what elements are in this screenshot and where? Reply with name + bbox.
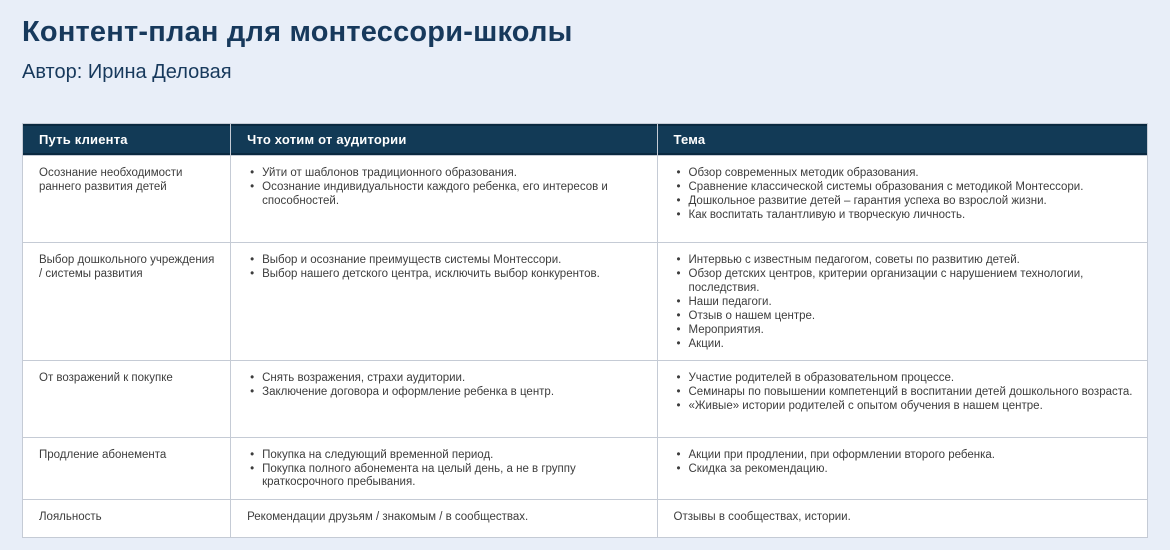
table-row	[23, 437, 1148, 499]
table-row	[23, 156, 1148, 243]
table-row	[23, 243, 1148, 361]
bullet-icon: •	[250, 254, 255, 266]
bullet-text: Покупка на следующий временной период.	[262, 448, 494, 461]
bullet-icon: •	[250, 268, 255, 280]
bullet-item	[247, 463, 642, 490]
bullet-icon: •	[676, 254, 681, 266]
bullet-icon: •	[676, 309, 681, 322]
bullet-item	[674, 181, 1134, 195]
cell-client-path: От возражений к покупке	[23, 360, 231, 437]
table-body	[23, 156, 1148, 538]
table-row	[23, 499, 1148, 537]
content-plan-table	[22, 123, 1148, 538]
bullet-text: Выбор нашего детского центра, исключить выбор конкурентов.	[262, 268, 600, 280]
bullet-icon: •	[676, 371, 681, 384]
plain-text: Рекомендации друзьям / знакомым / в сообществах.	[247, 510, 529, 523]
column-header-audience-goal: Что хотим от аудитории	[231, 124, 657, 156]
bullet-item	[247, 372, 642, 386]
bullet-text: Скидка за рекомендацию.	[688, 462, 828, 475]
bullet-icon: •	[676, 399, 681, 412]
page-title: Контент-план для монтессори-школы	[22, 16, 573, 48]
cell-audience-goal	[231, 156, 657, 243]
bullet-text: Как воспитать талантливую и творческую личность.	[688, 209, 966, 221]
cell-audience-goal	[231, 360, 657, 437]
bullet-text: Снять возражения, страхи аудитории.	[262, 371, 466, 384]
bullet-item	[247, 254, 642, 268]
bullet-icon: •	[676, 167, 681, 179]
table-row	[23, 360, 1148, 437]
bullet-item	[247, 449, 642, 463]
bullet-icon: •	[676, 295, 681, 308]
bullet-item	[674, 254, 1134, 268]
bullet-icon: •	[250, 462, 255, 475]
bullet-text: Уйти от шаблонов традиционного образования.	[262, 167, 517, 179]
bullet-text: Мероприятия.	[688, 323, 764, 336]
bullet-text: Покупка полного абонемента на целый день, а не в группу краткосрочного пребывания.	[262, 462, 576, 488]
bullet-icon: •	[676, 181, 681, 193]
column-header-client-path: Путь клиента	[23, 124, 231, 156]
table-header	[23, 124, 1148, 156]
bullet-icon: •	[250, 385, 255, 398]
bullet-text: Дошкольное развитие детей – гарантия успеха во взрослой жизни.	[688, 195, 1047, 207]
bullet-text: Семинары по повышении компетенций в воспитании детей дошкольного возраста.	[688, 385, 1133, 398]
bullet-item	[674, 338, 1134, 352]
cell-audience-goal	[231, 243, 657, 361]
bullet-text: Заключение договора и оформление ребенка в центр.	[262, 385, 555, 398]
bullet-item	[674, 324, 1134, 338]
bullet-text: Обзор детских центров, критерии организации с нарушением технологии, последствия.	[688, 268, 1084, 294]
bullet-item	[674, 268, 1134, 295]
bullet-text: Акции.	[688, 337, 724, 350]
cell-client-path: Продление абонемента	[23, 437, 231, 499]
bullet-icon: •	[676, 209, 681, 221]
cell-audience-goal	[231, 499, 657, 537]
page-subtitle: Автор: Ирина Деловая	[22, 61, 232, 83]
bullet-icon: •	[250, 167, 255, 179]
bullet-icon: •	[250, 448, 255, 461]
bullet-icon: •	[676, 268, 681, 280]
bullet-icon: •	[250, 371, 255, 384]
bullet-text: Наши педагоги.	[688, 295, 772, 308]
bullet-icon: •	[250, 181, 255, 193]
bullet-text: Осознание индивидуальности каждого ребенка, его интересов и способностей.	[262, 181, 608, 207]
bullet-icon: •	[676, 195, 681, 207]
cell-audience-goal	[231, 437, 657, 499]
bullet-text: Интервью с известным педагогом, советы по развитию детей.	[688, 254, 1020, 266]
bullet-text: Акции при продлении, при оформлении второго ребенка.	[688, 448, 995, 461]
bullet-text: Сравнение классической системы образования с методикой Монтессори.	[688, 181, 1084, 193]
bullet-item	[247, 386, 642, 400]
bullet-item	[674, 400, 1134, 414]
bullet-item	[674, 310, 1134, 324]
bullet-text: Отзыв о нашем центре.	[688, 309, 816, 322]
plain-text: Отзывы в сообществах, истории.	[673, 510, 851, 523]
bullet-icon: •	[676, 323, 681, 336]
bullet-item	[674, 195, 1134, 209]
cell-client-path: Лояльность	[23, 499, 231, 537]
bullet-item	[674, 296, 1134, 310]
cell-topic	[657, 360, 1148, 437]
cell-topic	[657, 156, 1148, 243]
bullet-item	[674, 449, 1134, 463]
bullet-text: Участие родителей в образовательном процессе.	[688, 371, 955, 384]
bullet-icon: •	[676, 462, 681, 475]
bullet-item	[247, 167, 642, 181]
bullet-text: Обзор современных методик образования.	[688, 167, 919, 179]
table-header-row	[23, 124, 1148, 156]
bullet-item	[674, 463, 1134, 477]
bullet-text: Выбор и осознание преимуществ системы Монтессори.	[262, 254, 562, 266]
bullet-item	[674, 167, 1134, 181]
column-header-topic: Тема	[657, 124, 1148, 156]
cell-topic	[657, 437, 1148, 499]
cell-client-path: Выбор дошкольного учреждения / системы развития	[23, 243, 231, 361]
cell-client-path: Осознание необходимости раннего развития детей	[23, 156, 231, 243]
cell-topic	[657, 243, 1148, 361]
bullet-icon: •	[676, 337, 681, 350]
bullet-text: «Живые» истории родителей с опытом обучения в нашем центре.	[688, 399, 1043, 412]
bullet-item	[247, 268, 642, 282]
bullet-item	[674, 372, 1134, 386]
bullet-icon: •	[676, 385, 681, 398]
bullet-item	[247, 181, 642, 208]
cell-topic	[657, 499, 1148, 537]
bullet-icon: •	[676, 448, 681, 461]
bullet-item	[674, 386, 1134, 400]
bullet-item	[674, 209, 1134, 223]
